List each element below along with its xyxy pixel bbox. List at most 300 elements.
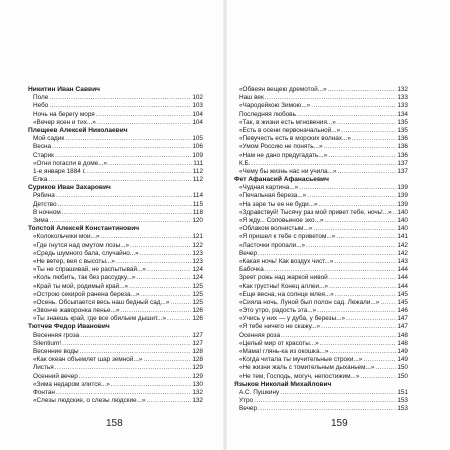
toc-entry-title: Ночь на берегу моря bbox=[33, 110, 95, 118]
author-heading: Суриков Иван Захарович bbox=[28, 184, 111, 192]
dot-leader bbox=[140, 291, 191, 299]
toc-entry-title: Осенняя роза bbox=[239, 331, 280, 339]
toc-entry bbox=[28, 119, 203, 127]
toc-entry-title: Старик bbox=[33, 151, 54, 159]
toc-entry-page: 128 bbox=[192, 356, 203, 364]
book-gutter bbox=[223, 0, 227, 450]
toc-entry-title: «Нам не дано предугадать...» bbox=[239, 151, 328, 159]
dot-leader bbox=[80, 348, 192, 356]
dot-leader bbox=[281, 332, 396, 340]
toc-entry-title: «Осень. Обсыпается весь наш бедный сад...» bbox=[33, 298, 170, 306]
toc-entry bbox=[28, 217, 203, 225]
toc-entry-page: 123 bbox=[192, 257, 203, 265]
toc-entry bbox=[234, 250, 408, 258]
toc-entry bbox=[234, 315, 408, 323]
toc-entry bbox=[28, 266, 203, 274]
dot-leader bbox=[297, 111, 396, 119]
toc-entry-title: Небо bbox=[33, 102, 49, 110]
dot-leader bbox=[258, 250, 396, 258]
dot-leader bbox=[321, 323, 396, 331]
toc-entry bbox=[234, 192, 408, 200]
toc-entry-title: «Облаком волнистым...» bbox=[239, 225, 313, 233]
toc-entry-title: К.Б. bbox=[239, 159, 251, 167]
toc-entry-title: «Чудная картина...» bbox=[239, 184, 299, 192]
dot-leader bbox=[337, 168, 396, 176]
dot-leader bbox=[62, 340, 191, 348]
toc-entry bbox=[28, 364, 203, 372]
dot-leader bbox=[120, 307, 191, 315]
toc-entry bbox=[234, 168, 408, 176]
toc-entry-page: 145 bbox=[397, 290, 408, 298]
toc-entry bbox=[234, 225, 408, 233]
dot-leader bbox=[52, 143, 191, 151]
toc-entry-page: 114 bbox=[192, 192, 203, 200]
toc-entry-title: «Не ветер, вея с высоты...» bbox=[33, 257, 115, 265]
toc-entry bbox=[28, 315, 203, 323]
dot-leader bbox=[280, 389, 396, 397]
toc-entry bbox=[234, 201, 408, 209]
toc-entry-title: «Ты не спрашивай, не распытывай...» bbox=[33, 266, 146, 274]
toc-entry-page: 103 bbox=[192, 102, 203, 110]
toc-entry bbox=[28, 102, 203, 110]
toc-entry-title: «Средь шумного бала, случайно...» bbox=[33, 249, 139, 257]
toc-entry-page: 132 bbox=[192, 388, 203, 396]
author-heading: Языков Николай Михайлович bbox=[234, 380, 332, 388]
toc-entry-title: «Коль любить, так без рассудку...» bbox=[33, 274, 136, 282]
dot-leader bbox=[96, 111, 192, 119]
toc-entry-title: Silentium! bbox=[33, 339, 62, 347]
toc-page-right bbox=[234, 86, 408, 416]
dot-leader bbox=[62, 209, 192, 217]
toc-entry-title: Последняя любовь bbox=[239, 110, 296, 118]
toc-entry-page: 136 bbox=[397, 135, 408, 143]
toc-entry bbox=[234, 233, 408, 241]
toc-entry bbox=[28, 209, 203, 217]
toc-entry-page: 139 bbox=[397, 200, 408, 208]
toc-entry bbox=[28, 94, 203, 102]
toc-entry-page: 124 bbox=[192, 274, 203, 282]
toc-entry-title: В ночном bbox=[33, 208, 61, 216]
toc-entry-title: «Сияла ночь. Луной был полон сад. Лежали...» bbox=[239, 298, 380, 306]
toc-entry-page: 142 bbox=[397, 249, 408, 257]
toc-entry-title: «Ты знаешь край, где все обильем дышит...» bbox=[33, 315, 167, 323]
dot-leader bbox=[58, 201, 192, 209]
toc-entry-page: 112 bbox=[192, 176, 203, 184]
toc-entry bbox=[28, 274, 203, 282]
dot-leader bbox=[328, 152, 396, 160]
toc-entry-title: Детство bbox=[33, 200, 57, 208]
toc-entry-title: «Это утро, радость эта...» bbox=[239, 307, 317, 315]
toc-entry-page: 126 bbox=[192, 315, 203, 323]
toc-entry-page: 115 bbox=[192, 200, 203, 208]
toc-entry-title: «Умом Россию не понять...» bbox=[239, 143, 323, 151]
toc-entry bbox=[28, 242, 203, 250]
dot-leader bbox=[311, 102, 396, 110]
toc-entry-page: 145 bbox=[397, 298, 408, 306]
toc-entry-title: «Чему бы жизнь нас ни учила...» bbox=[239, 167, 337, 175]
dot-leader bbox=[319, 201, 397, 209]
toc-entry bbox=[28, 201, 203, 209]
toc-entry-page: 135 bbox=[397, 126, 408, 134]
toc-entry-page: 133 bbox=[397, 102, 408, 110]
toc-entry-page: 149 bbox=[397, 356, 408, 364]
toc-entry bbox=[28, 160, 203, 168]
toc-entry bbox=[28, 258, 203, 266]
toc-entry-title: «Когда читала ты мучительные строки...» bbox=[239, 356, 363, 364]
toc-entry bbox=[234, 291, 408, 299]
toc-entry bbox=[234, 266, 408, 274]
dot-leader bbox=[335, 291, 397, 299]
toc-entry-page: 147 bbox=[397, 323, 408, 331]
toc-entry-title: Мой садик bbox=[33, 135, 65, 143]
toc-entry bbox=[28, 381, 203, 389]
page-number-right: 159 bbox=[331, 418, 348, 429]
dot-leader bbox=[147, 266, 191, 274]
toc-entry bbox=[234, 332, 408, 340]
toc-entry-page: 137 bbox=[397, 167, 408, 175]
dot-leader bbox=[380, 299, 396, 307]
toc-entry-page: 150 bbox=[397, 364, 408, 372]
dot-leader bbox=[108, 160, 192, 168]
toc-entry bbox=[234, 111, 408, 119]
toc-entry-title: «Край ты мой, родимый край...» bbox=[33, 282, 129, 290]
toc-entry bbox=[234, 94, 408, 102]
toc-entry-title: «Есть в осени первоначальной...» bbox=[239, 126, 341, 134]
toc-entry-title: «Я жду... Соловьиное эхо...» bbox=[239, 217, 324, 224]
toc-entry-page: 106 bbox=[192, 143, 203, 151]
toc-entry-page: 134 bbox=[397, 110, 408, 118]
dot-leader bbox=[324, 143, 397, 151]
toc-entry bbox=[234, 152, 408, 160]
toc-entry-page: 121 bbox=[192, 233, 203, 241]
dot-leader bbox=[329, 274, 397, 282]
dot-leader bbox=[97, 119, 192, 127]
dot-leader bbox=[254, 397, 396, 405]
author-heading: Никитин Иван Саввич bbox=[28, 86, 100, 93]
dot-leader bbox=[346, 315, 396, 323]
dot-leader bbox=[334, 258, 396, 266]
dot-leader bbox=[129, 283, 191, 291]
toc-entry-title: «Не жизни жаль с томительным дыханьем...» bbox=[239, 364, 375, 372]
toc-entry bbox=[28, 135, 203, 143]
toc-entry bbox=[28, 389, 203, 397]
toc-entry-page: 146 bbox=[397, 307, 408, 315]
toc-entry-page: 151 bbox=[397, 388, 408, 396]
toc-entry-page: 140 bbox=[397, 225, 408, 233]
toc-entry bbox=[28, 307, 203, 315]
toc-entry-page: 150 bbox=[397, 372, 408, 380]
toc-entry bbox=[28, 152, 203, 160]
author-heading: Фет Афанасий Афанасьевич bbox=[234, 176, 329, 184]
toc-entry-title: Осенний вечер bbox=[33, 372, 78, 380]
toc-entry-page: 120 bbox=[192, 217, 203, 224]
dot-leader bbox=[307, 192, 396, 200]
toc-entry bbox=[28, 291, 203, 299]
toc-entry bbox=[28, 356, 203, 364]
toc-entry-title: «Не тем, Господь, могуч, непостижим...» bbox=[239, 372, 360, 380]
dot-leader bbox=[352, 135, 396, 143]
toc-entry bbox=[28, 143, 203, 151]
toc-entry bbox=[28, 250, 203, 258]
toc-entry-page: 130 bbox=[192, 380, 203, 388]
dot-leader bbox=[49, 94, 191, 102]
toc-entry-page: 147 bbox=[397, 315, 408, 323]
toc-entry bbox=[234, 258, 408, 266]
toc-entry-page: 111 bbox=[193, 159, 203, 167]
toc-entry-title: «Я тебе ничего не скажу...» bbox=[239, 323, 321, 331]
toc-entry-page: 125 bbox=[192, 290, 203, 298]
toc-entry bbox=[234, 86, 408, 94]
toc-entry-title: «Еще весна, на солнце млея...» bbox=[239, 290, 334, 298]
toc-entry bbox=[234, 242, 408, 250]
toc-entry-page: 135 bbox=[397, 118, 408, 126]
toc-entry bbox=[28, 168, 203, 176]
toc-entry-page: 142 bbox=[397, 241, 408, 249]
toc-entry-title: Весна bbox=[33, 143, 52, 151]
toc-entry-title: Листья bbox=[33, 364, 54, 372]
dot-leader bbox=[328, 86, 397, 94]
toc-entry-title: «Ласточки пропали...» bbox=[239, 241, 305, 249]
toc-entry-page: 144 bbox=[397, 274, 408, 282]
dot-leader bbox=[48, 176, 191, 184]
toc-entry bbox=[234, 135, 408, 143]
toc-entry-title: Весенние воды bbox=[33, 348, 79, 355]
dot-leader bbox=[79, 373, 192, 381]
toc-entry-title: «Мама! глянь-ка из окошка...» bbox=[239, 348, 329, 355]
dot-leader bbox=[143, 356, 191, 364]
toc-entry bbox=[234, 405, 408, 413]
dot-leader bbox=[100, 233, 191, 241]
toc-entry bbox=[234, 217, 408, 225]
dot-leader bbox=[116, 258, 191, 266]
toc-entry bbox=[28, 283, 203, 291]
toc-entry-page: 153 bbox=[397, 405, 408, 413]
toc-entry-title: Поле bbox=[33, 94, 49, 102]
toc-entry bbox=[28, 176, 203, 184]
dot-leader bbox=[170, 299, 191, 307]
toc-entry-page: 104 bbox=[192, 110, 203, 118]
dot-leader bbox=[49, 102, 191, 110]
toc-entry-page: 153 bbox=[397, 397, 408, 405]
toc-entry-page: 139 bbox=[397, 184, 408, 192]
toc-entry-title: «Печальная береза...» bbox=[239, 192, 307, 200]
toc-entry-page: 143 bbox=[397, 257, 408, 265]
toc-entry-title: «На заре ты ее не буди...» bbox=[239, 200, 318, 208]
toc-entry-title: Утро bbox=[239, 397, 254, 405]
toc-entry-title: «Звонче жаворонка пенье...» bbox=[33, 307, 120, 315]
toc-entry-page: 140 bbox=[397, 208, 408, 216]
toc-entry-title: «Чародейкою Зимою...» bbox=[239, 102, 311, 110]
toc-entry bbox=[234, 143, 408, 151]
toc-entry-title: «Вечер ясен и тих...» bbox=[33, 118, 96, 126]
dot-leader bbox=[258, 405, 396, 413]
dot-leader bbox=[80, 332, 191, 340]
toc-entry bbox=[234, 307, 408, 315]
toc-entry-title: «Зима недаром злится...» bbox=[33, 380, 110, 388]
dot-leader bbox=[130, 242, 191, 250]
dot-leader bbox=[299, 184, 396, 192]
toc-entry-title: «Как океан объемлет шар земной...» bbox=[33, 356, 143, 364]
dot-leader bbox=[337, 119, 397, 127]
author-heading: Плещеев Алексей Николаевич bbox=[28, 126, 128, 134]
toc-entry-page: 125 bbox=[192, 298, 203, 306]
dot-leader bbox=[313, 225, 396, 233]
toc-page-left bbox=[28, 86, 203, 416]
toc-entry-page: 105 bbox=[192, 135, 203, 143]
dot-leader bbox=[336, 233, 396, 241]
dot-leader bbox=[65, 135, 191, 143]
toc-entry bbox=[234, 323, 408, 331]
toc-entry-page: 109 bbox=[192, 151, 203, 159]
toc-entry bbox=[234, 102, 408, 110]
toc-entry-title: «Я пришел к тебе с приветом...» bbox=[239, 233, 336, 241]
dot-leader bbox=[341, 127, 396, 135]
toc-entry-title: «Так, в жизни есть мгновения...» bbox=[239, 118, 336, 126]
toc-entry bbox=[234, 127, 408, 135]
dot-leader bbox=[55, 364, 192, 372]
toc-entry-title: «Здравствуй! Тысячу раз мой привет тебе, ночь!...» bbox=[239, 208, 392, 216]
toc-entry bbox=[234, 160, 408, 168]
toc-entry-page: 126 bbox=[192, 307, 203, 315]
dot-leader bbox=[136, 274, 191, 282]
toc-entry bbox=[28, 332, 203, 340]
toc-entry-page: 144 bbox=[397, 282, 408, 290]
toc-entry-title: Зима bbox=[33, 217, 49, 224]
toc-entry-title: «Учись у них — у дуба, у березы...» bbox=[239, 315, 346, 323]
dot-leader bbox=[140, 250, 192, 258]
toc-entry-title: Фонтан bbox=[33, 388, 55, 396]
toc-entry-title: Бабочка bbox=[239, 266, 264, 274]
toc-entry-page: 136 bbox=[397, 143, 408, 151]
toc-entry-title: «Где гнутся над омутом лозы...» bbox=[33, 241, 130, 249]
toc-entry bbox=[234, 373, 408, 381]
dot-leader bbox=[306, 242, 396, 250]
toc-entry-title: «Целый мир от красоты...» bbox=[239, 339, 319, 347]
toc-entry bbox=[234, 209, 408, 217]
toc-entry-title: Наш век bbox=[239, 94, 264, 102]
author-heading: Тютчев Федор Иванович bbox=[28, 323, 110, 331]
toc-entry-page: 118 bbox=[192, 208, 203, 216]
page-number-left: 158 bbox=[106, 418, 123, 429]
toc-entry bbox=[28, 192, 203, 200]
toc-entry-title: «Обвеян вещею дремотой...» bbox=[239, 86, 327, 93]
toc-entry bbox=[234, 348, 408, 356]
toc-entry-page: 140 bbox=[397, 217, 408, 224]
dot-leader bbox=[320, 340, 397, 348]
dot-leader bbox=[363, 356, 396, 364]
toc-entry-title: «Слезы людские, о слезы людские...» bbox=[33, 397, 146, 405]
toc-entry bbox=[234, 119, 408, 127]
toc-entry-title: «Как грустны! Конец аллеи...» bbox=[239, 282, 328, 290]
toc-entry-page: 132 bbox=[192, 397, 203, 405]
dot-leader bbox=[87, 168, 192, 176]
toc-entry-page: 125 bbox=[192, 282, 203, 290]
dot-leader bbox=[329, 348, 396, 356]
toc-entry-title: Вечер bbox=[239, 249, 258, 257]
dot-leader bbox=[265, 94, 397, 102]
toc-entry bbox=[28, 373, 203, 381]
toc-entry-page: 133 bbox=[397, 94, 408, 102]
toc-entry-title: «Огни погасли в доме...» bbox=[33, 159, 108, 167]
toc-entry-page: 144 bbox=[397, 266, 408, 274]
dot-leader bbox=[360, 373, 396, 381]
toc-entry bbox=[234, 397, 408, 405]
toc-entry-page: 148 bbox=[397, 331, 408, 339]
toc-entry-page: 136 bbox=[397, 151, 408, 159]
toc-entry bbox=[28, 111, 203, 119]
toc-entry-page: 129 bbox=[192, 364, 203, 372]
toc-entry bbox=[28, 340, 203, 348]
toc-entry-page: 127 bbox=[192, 331, 203, 339]
toc-entry-page: 102 bbox=[192, 94, 203, 102]
toc-entry bbox=[234, 299, 408, 307]
dot-leader bbox=[375, 364, 396, 372]
toc-entry bbox=[234, 356, 408, 364]
toc-entry-page: 149 bbox=[397, 348, 408, 355]
toc-entry-title: Зреет рожь над жаркой нивой bbox=[239, 274, 328, 282]
toc-entry-title: А.С. Пушкину bbox=[239, 388, 280, 396]
toc-entry-page: 127 bbox=[192, 339, 203, 347]
toc-entry bbox=[28, 299, 203, 307]
dot-leader bbox=[167, 315, 191, 323]
dot-leader bbox=[49, 217, 191, 225]
toc-entry-title: Елка bbox=[33, 176, 48, 184]
toc-entry-page: 104 bbox=[192, 118, 203, 126]
toc-entry-title: «Какая ночь! Как воздух чист...» bbox=[239, 257, 334, 265]
toc-entry bbox=[28, 397, 203, 405]
toc-entry-title: Вечер bbox=[239, 405, 258, 413]
toc-entry bbox=[234, 283, 408, 291]
toc-entry-page: 123 bbox=[192, 249, 203, 257]
toc-entry-page: 124 bbox=[192, 266, 203, 274]
toc-entry-title: «Острою секирой ранена береза...» bbox=[33, 290, 140, 298]
toc-entry bbox=[234, 184, 408, 192]
toc-entry-page: 137 bbox=[397, 159, 408, 167]
toc-entry-title: «Певучесть есть в морских волнах...» bbox=[239, 135, 351, 143]
toc-entry-page: 122 bbox=[192, 241, 203, 249]
toc-entry-page: 139 bbox=[397, 192, 408, 200]
dot-leader bbox=[146, 397, 191, 405]
toc-entry bbox=[234, 389, 408, 397]
dot-leader bbox=[393, 209, 397, 217]
toc-entry-page: 128 bbox=[192, 348, 203, 355]
toc-entry-page: 112 bbox=[192, 167, 203, 175]
toc-entry bbox=[28, 233, 203, 241]
dot-leader bbox=[111, 381, 192, 389]
toc-entry bbox=[234, 364, 408, 372]
dot-leader bbox=[56, 192, 192, 200]
dot-leader bbox=[56, 389, 191, 397]
toc-entry-title: Весенняя гроза bbox=[33, 331, 80, 339]
author-heading: Толстой Алексей Константинович bbox=[28, 225, 140, 233]
dot-leader bbox=[324, 217, 396, 225]
toc-entry-page: 129 bbox=[192, 372, 203, 380]
dot-leader bbox=[317, 307, 396, 315]
dot-leader bbox=[329, 283, 396, 291]
toc-entry bbox=[234, 340, 408, 348]
dot-leader bbox=[55, 152, 191, 160]
toc-entry-title: Рябина bbox=[33, 192, 55, 200]
toc-entry-page: 132 bbox=[397, 86, 408, 93]
dot-leader bbox=[251, 160, 396, 168]
toc-entry-title: 1-е января 1884 г. bbox=[33, 167, 86, 175]
toc-entry-title: «Колокольчики мои...» bbox=[33, 233, 100, 241]
toc-entry bbox=[28, 348, 203, 356]
dot-leader bbox=[265, 266, 397, 274]
toc-entry bbox=[234, 274, 408, 282]
toc-entry-page: 141 bbox=[397, 233, 408, 241]
toc-entry-page: 148 bbox=[397, 339, 408, 347]
